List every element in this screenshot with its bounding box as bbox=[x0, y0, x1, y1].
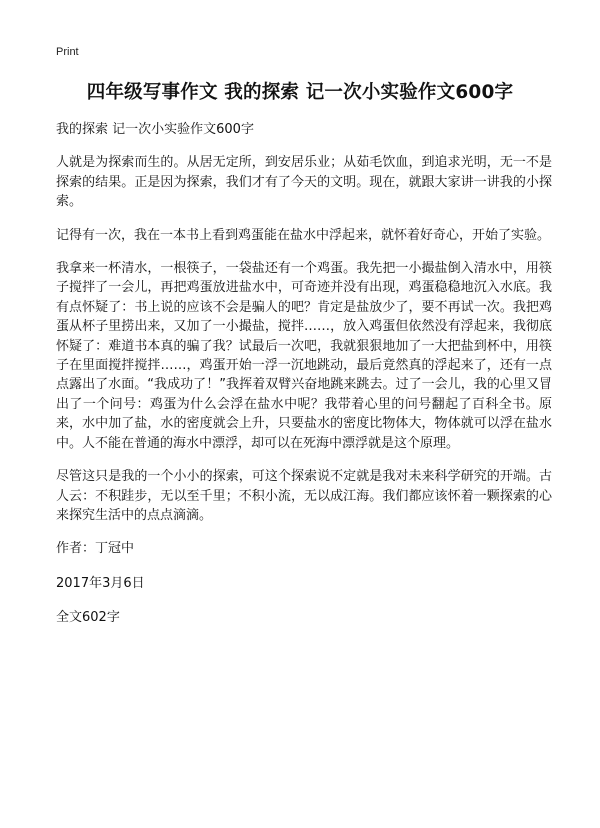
date-line: 2017年3月6日 bbox=[56, 575, 145, 591]
paragraph-2: 记得有一次，我在一本书上看到鸡蛋能在盐水中浮起来，就怀着好奇心，开始了实验。 bbox=[56, 227, 551, 243]
paragraph-1: 人就是为探索而生的。从居无定所，到安居乐业；从茹毛饮血，到追求光明，无一不是探索的结果。正是因为探索，我们才有了今天的文明。现在，就跟大家讲一讲我的小探索。 bbox=[56, 155, 552, 210]
print-link[interactable]: Print bbox=[56, 46, 79, 58]
document-title: 四年级写事作文 我的探索 记一次小实验作文600字 bbox=[86, 82, 514, 103]
subtitle: 我的探索 记一次小实验作文600字 bbox=[56, 122, 254, 137]
paragraph-3: 我拿来一杯清水，一根筷子，一袋盐还有一个鸡蛋。我先把一小撮盐倒入清水中，用筷子搅拌了一会儿，再把鸡蛋放进盐水中，可奇迹并没有出现，鸡蛋稳稳地沉入水底。我有点怀疑了：书上说的应该不会是骗人的吧？肯定是盐放少了，要不再试一次。我把鸡蛋从杯子里捞出来，又加了一小撮盐，搅拌……，放入鸡蛋但依然没有浮起来，我彻底怀疑了：难道书本真的骗了我？试最后一次吧，我就狠狠地加了一大把盐到杯中，用筷子在里面搅拌搅拌……，鸡蛋开始一浮一沉地跳动，最后竟然真的浮起来了，还有一点点露出了水面。“我成功了！”我挥着双臂兴奋地跳来跳去。过了一会儿，我的心里又冒出了一个问号：鸡蛋为什么会浮在盐水中呢？我带着心里的问号翻起了百科全书。原来，水中加了盐，水的密度就会上升，只要盐水的密度比物体大，物体就可以浮在盐水中。人不能在普通的海水中漂浮，却可以在死海中漂浮就是这个原理。 bbox=[56, 261, 552, 451]
author-line: 作者：丁冠中 bbox=[56, 541, 135, 557]
word-count: 全文602字 bbox=[56, 610, 120, 626]
document-body bbox=[56, 120, 552, 643]
paragraph-4: 尽管这只是我的一个小小的探索，可这个探索说不定就是我对未来科学研究的开端。古人云：不积跬步，无以至千里；不积小流，无以成江海。我们都应该怀着一颗探索的心来探究生活中的点点滴滴。 bbox=[56, 469, 552, 523]
